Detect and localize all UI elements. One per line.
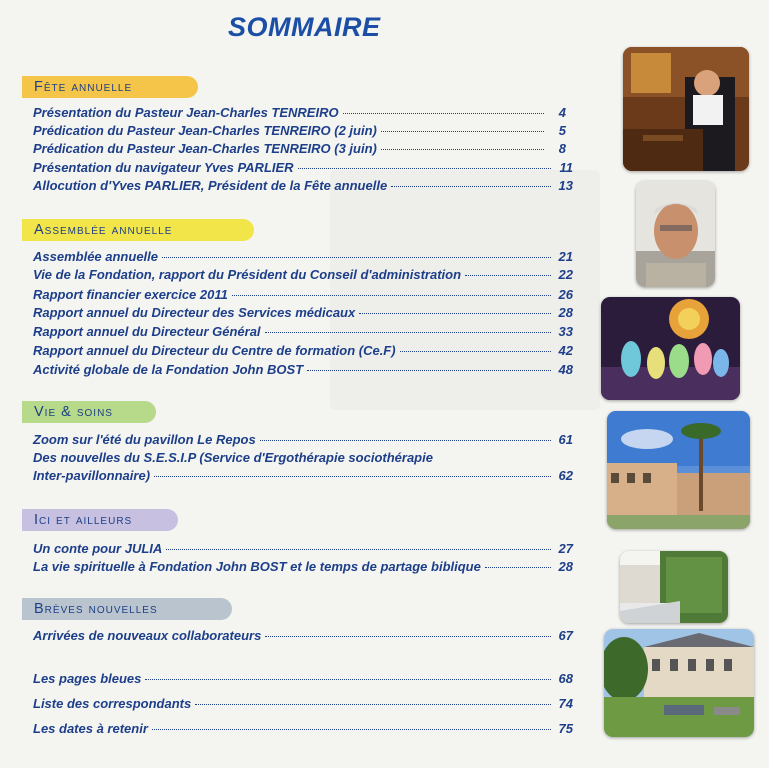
entry-title: Un conte pour JULIA xyxy=(33,541,163,556)
entry-page: 11 xyxy=(559,160,573,175)
entry-title: Prédication du Pasteur Jean-Charles TENREIRO (2 juin) xyxy=(33,123,377,138)
entry-title: Présentation du Pasteur Jean-Charles TENREIRO xyxy=(33,105,339,120)
pastor-at-pulpit-photo xyxy=(623,47,749,171)
dot-leader xyxy=(260,440,551,441)
green-wall-building-photo xyxy=(620,551,728,623)
section-header-ici-et-ailleurs: Ici et ailleurs xyxy=(22,509,178,531)
dot-leader xyxy=(145,679,551,680)
entry-title: Présentation du navigateur Yves PARLIER xyxy=(33,160,294,175)
entry-title: Assemblée annuelle xyxy=(33,249,158,264)
entry-title: Rapport annuel du Directeur des Services médicaux xyxy=(33,305,356,320)
toc-entry[interactable] xyxy=(33,467,573,485)
entry-page: 21 xyxy=(558,249,573,264)
entry-title: Des nouvelles du S.E.S.I.P (Service d'Ergothérapie sociothérapie xyxy=(33,450,433,465)
toc-entry[interactable] xyxy=(33,627,573,645)
entry-title: Les dates à retenir xyxy=(33,721,148,736)
entry-page: 67 xyxy=(558,628,573,643)
entry-title: Vie de la Fondation, rapport du Président du Conseil d'administration xyxy=(33,267,462,282)
dot-leader xyxy=(465,275,551,276)
toc-entry[interactable] xyxy=(33,558,573,576)
toc-entry[interactable] xyxy=(33,304,573,322)
entry-page: 75 xyxy=(558,721,573,736)
dot-leader xyxy=(307,370,551,371)
toc-entry[interactable] xyxy=(33,342,573,360)
toc-entry[interactable] xyxy=(33,695,573,713)
entry-page: 28 xyxy=(558,305,573,320)
entry-title: Rapport annuel du Directeur Général xyxy=(33,324,261,339)
dot-leader xyxy=(265,332,551,333)
dot-leader xyxy=(265,636,551,637)
building-with-palm-tree-photo xyxy=(607,411,750,529)
entry-page: 8 xyxy=(558,141,566,156)
entry-page: 28 xyxy=(558,559,573,574)
entry-page: 27 xyxy=(558,541,573,556)
entry-page: 13 xyxy=(558,178,573,193)
toc-entry[interactable] xyxy=(33,361,573,379)
entry-page: 22 xyxy=(558,267,573,282)
entry-title: Rapport financier exercice 2011 xyxy=(33,287,228,302)
dot-leader xyxy=(381,131,544,132)
entry-page: 5 xyxy=(558,123,566,138)
chateau-garden-photo xyxy=(604,629,754,737)
entry-title: Arrivées de nouveaux collaborateurs xyxy=(33,628,262,643)
entry-title: Zoom sur l'été du pavillon Le Repos xyxy=(33,432,256,447)
toc-entry[interactable] xyxy=(33,431,573,449)
section-header-assemblee-annuelle: Assemblée annuelle xyxy=(22,219,254,241)
dot-leader xyxy=(485,567,551,568)
dot-leader xyxy=(154,476,551,477)
entry-page: 42 xyxy=(558,343,573,358)
toc-entry[interactable] xyxy=(33,323,573,341)
entry-title: Allocution d'Yves PARLIER, Président de la Fête annuelle xyxy=(33,178,388,193)
dot-leader xyxy=(232,295,551,296)
page-title: SOMMAIRE xyxy=(228,12,381,42)
toc-entry[interactable] xyxy=(33,104,566,122)
toc-entry[interactable] xyxy=(33,449,573,467)
entry-title: Les pages bleues xyxy=(33,671,142,686)
toc-entry[interactable] xyxy=(33,122,566,140)
section-header-breves-nouvelles: Brèves nouvelles xyxy=(22,598,232,620)
dot-leader xyxy=(195,704,551,705)
toc-entry[interactable] xyxy=(33,140,566,158)
dot-leader xyxy=(400,351,551,352)
entry-page: 61 xyxy=(558,432,573,447)
toc-entry[interactable] xyxy=(33,286,573,304)
dot-leader xyxy=(152,729,551,730)
entry-page: 33 xyxy=(558,324,573,339)
entry-title: Activité globale de la Fondation John BOST xyxy=(33,362,304,377)
toc-entry[interactable] xyxy=(33,266,573,284)
dot-leader xyxy=(166,549,551,550)
toc-entry[interactable] xyxy=(33,670,573,688)
toc-entry[interactable] xyxy=(33,540,573,558)
entry-title: Liste des correspondants xyxy=(33,696,192,711)
dot-leader xyxy=(298,168,551,169)
entry-title: Rapport annuel du Directeur du Centre de formation (Ce.F) xyxy=(33,343,396,358)
entry-page: 4 xyxy=(558,105,566,120)
entry-title: La vie spirituelle à Fondation John BOST et le temps de partage biblique xyxy=(33,559,481,574)
dot-leader xyxy=(359,313,551,314)
section-header-vie-soins: Vie & soins xyxy=(22,401,156,423)
dot-leader xyxy=(343,113,544,114)
entry-page: 62 xyxy=(558,468,573,483)
toc-entry[interactable] xyxy=(33,177,573,195)
toc-entry[interactable] xyxy=(33,248,573,266)
toc-entry[interactable] xyxy=(33,159,573,177)
yves-parlier-portrait-photo xyxy=(636,181,715,287)
entry-title: Inter-pavillonnaire) xyxy=(33,468,151,483)
stage-dancers-photo xyxy=(601,297,740,400)
entry-page: 74 xyxy=(558,696,573,711)
entry-page: 26 xyxy=(558,287,573,302)
entry-page: 68 xyxy=(558,671,573,686)
entry-page: 48 xyxy=(558,362,573,377)
section-header-fete-annuelle: Fête annuelle xyxy=(22,76,198,98)
toc-entry[interactable] xyxy=(33,720,573,738)
dot-leader xyxy=(162,257,551,258)
dot-leader xyxy=(391,186,551,187)
dot-leader xyxy=(381,149,544,150)
entry-title: Prédication du Pasteur Jean-Charles TENREIRO (3 juin) xyxy=(33,141,377,156)
